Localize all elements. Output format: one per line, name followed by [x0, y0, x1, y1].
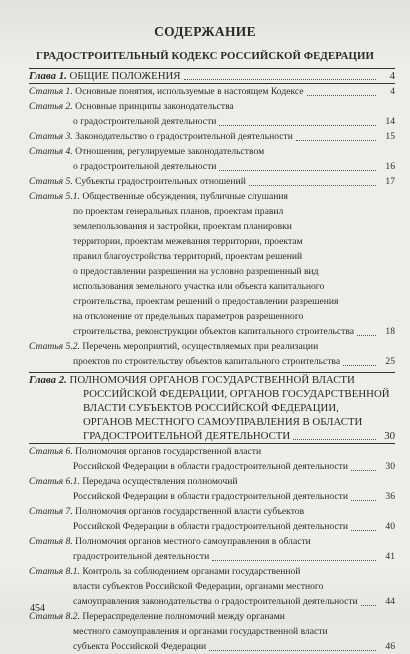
entry-text: Общественные обсуждения, публичные слушания: [82, 191, 288, 202]
table-of-contents: [29, 68, 395, 654]
entry-text: Полномочия органов государственной власти: [75, 446, 262, 457]
entry-text: проектов по строительству объектов капитального строительства: [73, 356, 341, 367]
entry-line: [29, 309, 395, 324]
entry-text: территории, проектам межевания территории, проектам: [73, 236, 303, 247]
entry-text: Российской Федерации в области градостроительной деятельности: [73, 521, 348, 532]
entry-text: Российской Федерации в области градостроительной деятельности: [73, 491, 348, 502]
dot-leader: [361, 605, 376, 606]
article-label: Статья 6.: [29, 446, 73, 457]
entry-text: Передача осуществления полномочий: [82, 476, 238, 487]
article-label: Статья 8.2.: [29, 611, 80, 622]
article-label: Статья 2.: [29, 101, 73, 112]
entry-text: Отношения, регулируемые законодательством: [75, 146, 265, 157]
entry-text: строительства, проектам решений о предоставлении разрешения: [73, 296, 339, 307]
chapter-line: [29, 387, 395, 401]
toc-entry[interactable]: [29, 609, 395, 654]
chapter-title-line: РОССИЙСКОЙ ФЕДЕРАЦИИ, ОРГАНОВ ГОСУДАРСТВЕННОЙ: [83, 388, 390, 400]
entry-line: [29, 279, 395, 294]
entry-line: [29, 264, 395, 279]
entry-text: Полномочия органов государственной власти субъектов: [75, 506, 305, 517]
dot-leader: [343, 365, 376, 366]
entry-line: [29, 204, 395, 219]
dot-leader: [307, 95, 376, 96]
entry-text: Перечень мероприятий, осуществляемых при реализации: [82, 341, 319, 352]
entry-line: [29, 144, 395, 159]
entry-text: Законодательство о градостроительной деятельности: [75, 131, 293, 142]
entry-text: градостроительной деятельности: [73, 551, 210, 562]
entry-line: [29, 219, 395, 234]
entry-line: [29, 474, 395, 489]
entry-line: [29, 444, 395, 459]
entry-text: Контроль за соблюдением органами государственной: [82, 566, 301, 577]
dot-leader: [296, 140, 376, 141]
entry-text: местного самоуправления и органами государственной власти: [73, 626, 328, 637]
toc-entry[interactable]: [29, 144, 395, 174]
entry-text: Полномочия органов местного самоуправления в области: [75, 536, 311, 547]
entry-line: [29, 174, 395, 189]
dot-leader: [184, 79, 377, 80]
article-label: Статья 4.: [29, 146, 73, 157]
entry-line: [29, 234, 395, 249]
chapter-label: Глава 2.: [29, 374, 67, 386]
entry-text: Основные понятия, используемые в настоящем Кодексе: [75, 86, 304, 97]
toc-entry[interactable]: [29, 99, 395, 129]
entry-text: о градостроительной деятельности: [73, 161, 217, 172]
code-title: ГРАДОСТРОИТЕЛЬНЫЙ КОДЕКС РОССИЙСКОЙ ФЕДЕРАЦИИ: [36, 50, 374, 62]
entry-line: [29, 624, 395, 639]
toc-entry[interactable]: [29, 474, 395, 504]
toc-entry[interactable]: [29, 189, 395, 339]
entry-line: [29, 294, 395, 309]
page-ref: 14: [385, 116, 395, 127]
entry-text: по проектам генеральных планов, проектам правил: [73, 206, 284, 217]
page-ref: 44: [385, 596, 395, 607]
chapter-title-line: ГРАДОСТРОИТЕЛЬНОЙ ДЕЯТЕЛЬНОСТИ: [83, 430, 291, 442]
dot-leader: [351, 500, 376, 501]
page-ref: 46: [385, 641, 395, 652]
entry-line: [29, 549, 395, 564]
entry-text: субъекта Российской Федерации: [73, 641, 207, 652]
page-ref: 4: [389, 70, 395, 82]
dot-leader: [293, 439, 376, 440]
entry-line: [29, 564, 395, 579]
dot-leader: [219, 125, 376, 126]
page-title: СОДЕРЖАНИЕ: [154, 24, 256, 39]
entry-text: о предоставлении разрешения на условно разрешенный вид: [73, 266, 319, 277]
article-label: Статья 7.: [29, 506, 73, 517]
chapter-title-line: ПОЛНОМОЧИЯ ОРГАНОВ ГОСУДАРСТВЕННОЙ ВЛАСТИ: [69, 374, 355, 386]
article-label: Статья 5.1.: [29, 191, 80, 202]
entry-text: о градостроительной деятельности: [73, 116, 217, 127]
entry-text: власти субъектов Российской Федерации, органами местного: [73, 581, 324, 592]
article-label: Статья 8.: [29, 536, 73, 547]
chapter-1-entry[interactable]: [29, 69, 395, 83]
entry-line: [29, 189, 395, 204]
toc-entry[interactable]: [29, 84, 395, 99]
article-label: Статья 6.1.: [29, 476, 80, 487]
entry-text: строительства, реконструкции объектов капитального строительства: [73, 326, 355, 337]
entry-text: на отклонение от предельных параметров разрешенного: [73, 311, 304, 322]
dot-leader: [351, 470, 376, 471]
toc-entry[interactable]: [29, 129, 395, 144]
entry-line: [29, 459, 395, 474]
entry-line: [29, 159, 395, 174]
toc-entry[interactable]: [29, 174, 395, 189]
page-ref: 30: [384, 430, 395, 442]
dot-leader: [249, 185, 376, 186]
article-label: Статья 1.: [29, 86, 73, 97]
chapter-title-line: ОРГАНОВ МЕСТНОГО САМОУПРАВЛЕНИЯ В ОБЛАСТИ: [83, 416, 363, 428]
entry-line: [29, 84, 395, 99]
chapter-line: [29, 429, 395, 443]
page-ref: 25: [385, 356, 395, 367]
entry-line: [29, 129, 395, 144]
toc-entry[interactable]: [29, 504, 395, 534]
page-ref: 18: [385, 326, 395, 337]
entry-line: [29, 519, 395, 534]
entry-text: Субъекты градостроительных отношений: [75, 176, 246, 187]
entry-text: землепользования и застройки, проектам планировки: [73, 221, 292, 232]
chapter-line: [29, 373, 395, 387]
toc-entry[interactable]: [29, 564, 395, 609]
chapter-line: [29, 415, 395, 429]
article-label: Статья 8.1.: [29, 566, 80, 577]
dot-leader: [212, 560, 376, 561]
dot-leader: [351, 530, 376, 531]
toc-entry[interactable]: [29, 444, 395, 474]
page-ref: 36: [385, 491, 395, 502]
entry-line: [29, 579, 395, 594]
toc-entry[interactable]: [29, 339, 395, 369]
entry-line: [29, 594, 395, 609]
entry-text: Основные принципы законодательства: [75, 101, 234, 112]
entry-line: [29, 354, 395, 369]
article-label: Статья 5.2.: [29, 341, 80, 352]
chapter-title-line: ВЛАСТИ СУБЪЕКТОВ РОССИЙСКОЙ ФЕДЕРАЦИИ,: [83, 402, 339, 414]
chapter-line: [29, 401, 395, 415]
entry-line: [29, 534, 395, 549]
entry-text: использования земельного участка или объекта капитального: [73, 281, 325, 292]
entry-text: Перераспределение полномочий между органами: [82, 611, 285, 622]
entry-line: [29, 639, 395, 654]
page-ref: 41: [385, 551, 395, 562]
page-ref: 30: [385, 461, 395, 472]
chapter-title: ОБЩИЕ ПОЛОЖЕНИЯ: [69, 70, 181, 82]
entry-line: [29, 489, 395, 504]
entry-line: [29, 249, 395, 264]
page-ref: 4: [390, 86, 395, 97]
entry-text: Российской Федерации в области градостроительной деятельности: [73, 461, 348, 472]
page-ref: 15: [385, 131, 395, 142]
dot-leader: [219, 170, 376, 171]
entry-line: [29, 339, 395, 354]
dot-leader: [357, 335, 376, 336]
entry-line: [29, 99, 395, 114]
chapter-1-articles: [29, 84, 395, 369]
article-label: Статья 5.: [29, 176, 73, 187]
page-ref: 16: [385, 161, 395, 172]
article-label: Статья 3.: [29, 131, 73, 142]
entry-line: [29, 324, 395, 339]
entry-text: самоуправления законодательства о градостроительной деятельности: [73, 596, 358, 607]
entry-line: [29, 609, 395, 624]
chapter-2-entry[interactable]: [29, 373, 395, 443]
page-ref: 40: [385, 521, 395, 532]
entry-line: [29, 504, 395, 519]
entry-line: [29, 114, 395, 129]
dot-leader: [209, 650, 376, 651]
entry-text: правил благоустройства территорий, проектам решений: [73, 251, 303, 262]
chapter-label: Глава 1.: [29, 70, 67, 82]
page-ref: 17: [385, 176, 395, 187]
page-number: 454: [30, 603, 45, 614]
toc-entry[interactable]: [29, 534, 395, 564]
